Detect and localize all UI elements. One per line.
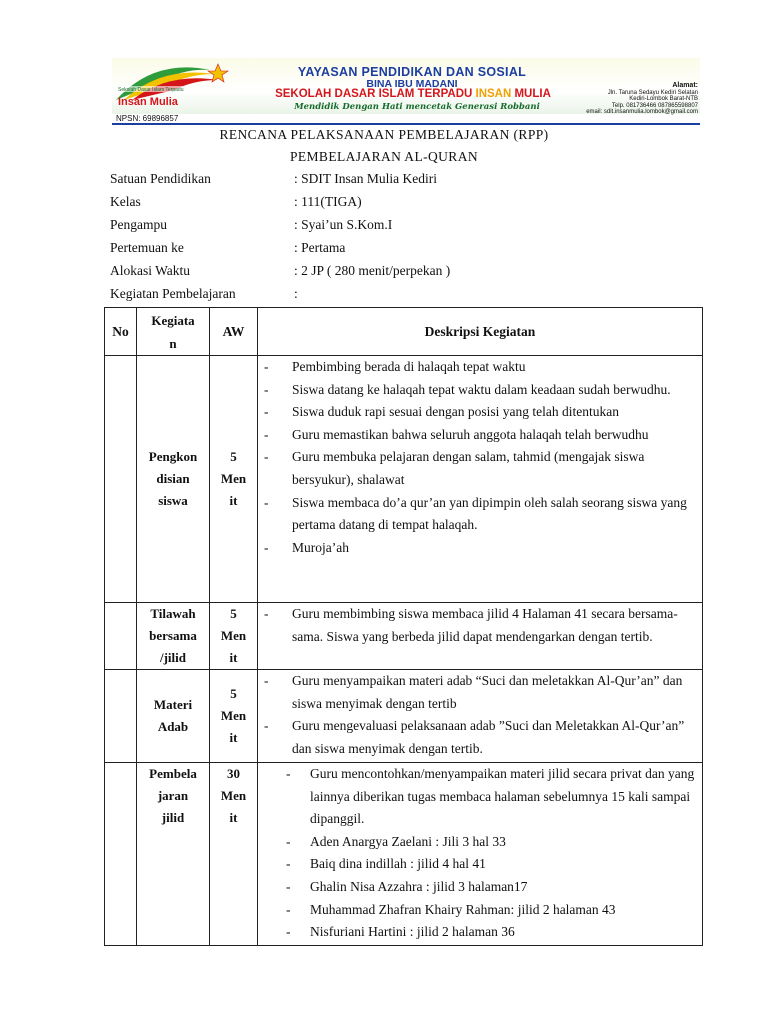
list-item: - Baiq dina indillah : jilid 4 hal 41 (286, 853, 702, 876)
school-logo (114, 60, 252, 110)
info-value: : Pertama (294, 240, 346, 255)
school-motto: Mendidik Dengan Hati mencetak Generasi Robbani (294, 102, 540, 112)
list-item: - Guru memastikan bahwa seluruh anggota halaqah telah berwudhu (264, 424, 702, 447)
info-value: : Syai’un S.Kom.I (294, 217, 393, 232)
school-name: SEKOLAH DASAR ISLAM TERPADU INSAN MULIA (275, 88, 551, 100)
list-item: - Guru mengevaluasi pelaksanaan adab ”Suci dan Meletakkan Al-Qur’an” dan siswa menyimak dengan tertib. (264, 715, 702, 760)
row-no-cell (105, 356, 137, 603)
list-item: - Siswa duduk rapi sesuai dengan posisi yang telah ditentukan (264, 401, 702, 424)
list-item: - Siswa datang ke halaqah tepat waktu dalam keadaan sudah berwudhu. (264, 379, 702, 402)
row-no-cell (105, 603, 137, 670)
header-no: No (105, 308, 137, 356)
deskripsi-cell (258, 670, 703, 763)
list-item: - Guru membimbing siswa membaca jilid 4 Halaman 41 secara bersama-sama. Siswa yang berbeda jilid dapat mendengarkan dengan tertib. (264, 603, 702, 648)
kegiatan-cell: Pembela jaran jilid (137, 763, 210, 946)
list-item: - Muroja’ah (264, 537, 702, 560)
npsn-number: NPSN: 69896857 (116, 114, 179, 123)
info-label: Kelas (110, 194, 141, 209)
header-kegiatan: Kegiata n (137, 308, 210, 356)
info-label: Kegiatan Pembelajaran (110, 286, 236, 301)
aw-cell: 30 Men it (210, 763, 258, 946)
info-label: Pengampu (110, 217, 167, 232)
foundation-name: YAYASAN PENDIDIKAN DAN SOSIAL (297, 65, 527, 79)
deskripsi-cell (258, 603, 703, 670)
list-item: - Guru mencontohkan/menyampaikan materi jilid secara privat dan yang lainnya diberikan tugas membaca halaman sebelumnya 15 kali sampai dipanggil. (286, 763, 702, 831)
list-item: - Nisfuriani Hartini : jilid 2 halaman 36 (286, 921, 702, 944)
table-row (105, 603, 703, 670)
letterhead (112, 58, 700, 123)
info-label: Satuan Pendidikan (110, 171, 211, 186)
aw-cell: 5 Men it (210, 356, 258, 603)
info-value: : 111(TIGA) (294, 194, 362, 209)
document-title: RENCANA PELAKSANAAN PEMBELAJARAN (RPP) (219, 127, 549, 142)
info-value: : (294, 286, 298, 301)
table-row (105, 670, 703, 763)
kegiatan-cell: Pengkon disian siswa (137, 356, 210, 603)
aw-cell: 5 Men it (210, 603, 258, 670)
svg-text:Insan Mulia: Insan Mulia (118, 96, 178, 108)
table-header-row (105, 308, 703, 356)
info-label: Alokasi Waktu (110, 263, 191, 278)
document-subtitle: PEMBELAJARAN AL-QURAN (289, 149, 479, 164)
info-value: : SDIT Insan Mulia Kediri (294, 171, 437, 186)
foundation-subname: BINA IBU MADANI (366, 78, 458, 90)
header-aw: AW (210, 308, 258, 356)
info-label: Pertemuan ke (110, 240, 184, 255)
kegiatan-cell: Tilawah bersama /jilid (137, 603, 210, 670)
deskripsi-cell (258, 356, 703, 603)
row-no-cell (105, 670, 137, 763)
header-deskripsi: Deskripsi Kegiatan (258, 308, 703, 356)
school-address: Alamat: Jln. Taruna Sedayu Kediri Selatan Kediri-Lombok Barat-NTB Telp. 081736466 087865598807 email: sdit.insanmulia.lombok@gmail.com (586, 82, 698, 115)
list-item: - Siswa membaca do’a qur’an yan dipimpin oleh salah seorang siswa yang pertama datang di tempat halaqah. (264, 492, 702, 537)
deskripsi-cell (258, 763, 703, 946)
info-value: : 2 JP ( 280 menit/perpekan ) (294, 263, 451, 278)
list-item: - Pembimbing berada di halaqah tepat waktu (264, 356, 702, 379)
list-item: - Aden Anargya Zaelani : Jili 3 hal 33 (286, 831, 702, 854)
table-row (105, 356, 703, 603)
list-item: - Muhammad Zhafran Khairy Rahman: jilid 2 halaman 43 (286, 899, 702, 922)
row-no-cell (105, 763, 137, 946)
list-item: - Ghalin Nisa Azzahra : jilid 3 halaman17 (286, 876, 702, 899)
kegiatan-cell: Materi Adab (137, 670, 210, 763)
table-row (105, 763, 703, 946)
activity-table (104, 307, 703, 946)
list-item: - Guru menyampaikan materi adab “Suci dan meletakkan Al-Qur’an” dan siswa menyimak dengan tertib (264, 670, 702, 715)
list-item: - Guru membuka pelajaran dengan salam, tahmid (mengajak siswa bersyukur), shalawat (264, 446, 702, 491)
letterhead-divider (112, 123, 700, 125)
aw-cell: 5 Men it (210, 670, 258, 763)
svg-text:Sekolah Dasar Islam Terpadu: Sekolah Dasar Islam Terpadu (118, 87, 184, 93)
